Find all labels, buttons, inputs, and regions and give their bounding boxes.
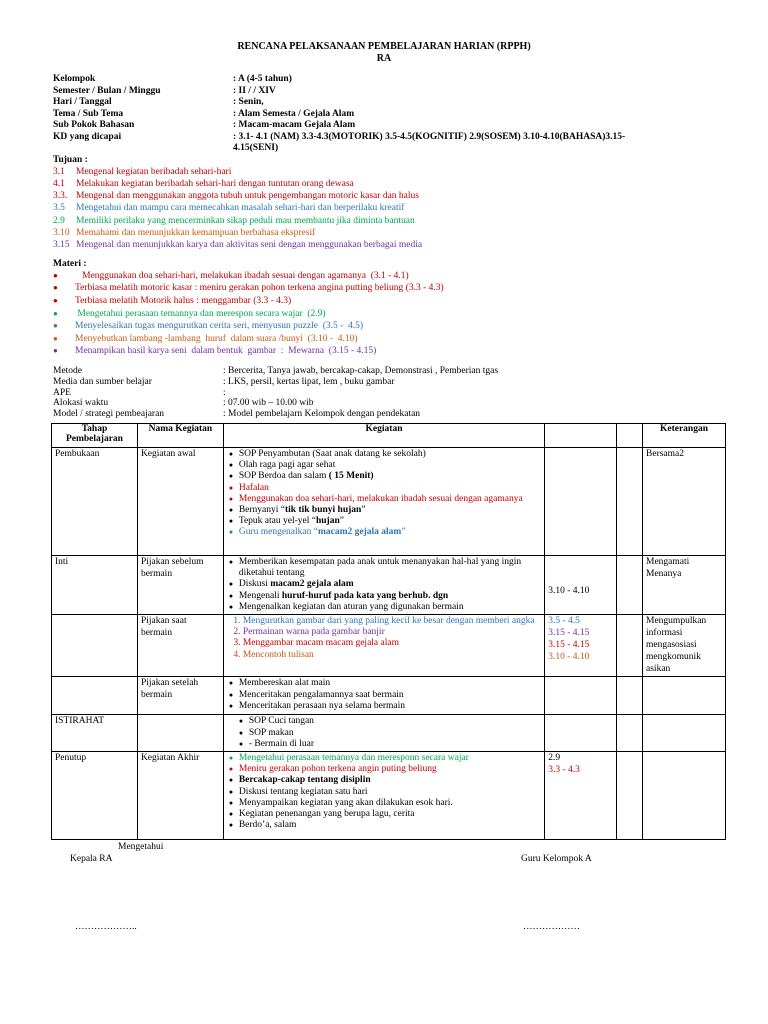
kegiatan-list: [227, 678, 541, 712]
meta-section: [53, 366, 733, 420]
kd-value: 2.9: [548, 753, 561, 763]
table-row: [52, 615, 726, 677]
tahap-cell: ISTIRAHAT: [52, 715, 138, 752]
kegiatan-list: [227, 716, 541, 750]
tujuan-item: [53, 216, 733, 228]
materi-text: Mengetahui perasaan temannya dan merespon secara wajar (2.9): [75, 308, 326, 319]
materi-item: [53, 296, 733, 309]
kegiatan-item: ● SOP makan: [249, 728, 541, 739]
identity-row: [53, 109, 733, 121]
kegiatan-item: ● Diskusi tentang kegiatan satu hari: [239, 787, 541, 798]
tujuan-item: [53, 203, 733, 215]
nama-cell: Kegiatan Akhir: [137, 752, 223, 840]
meta-key: Alokasi waktu: [53, 398, 109, 409]
kd-cell: [545, 615, 617, 677]
tujuan-text: Memahami dan menunjukkan kemampuan berbahasa ekspresif: [76, 227, 316, 238]
tahap-cell: Pembukaan: [52, 448, 138, 556]
kegiatan-list: [227, 753, 541, 831]
identity-row: [53, 132, 733, 144]
kegiatan-bold: macam2 gejala alam: [317, 527, 402, 538]
meta-value: : 07.00 wib – 10.00 wib: [223, 398, 314, 409]
materi-item: [53, 346, 733, 359]
nama-cell: Kegiatan awal: [137, 448, 223, 556]
identity-row: [53, 120, 733, 132]
bullet-icon: ●: [53, 308, 58, 318]
kegiatan-item: ● Mengenali huruf-huruf pada kata yang berhub. dgn: [239, 591, 541, 602]
tujuan-item: [53, 228, 733, 240]
identity-key: Sub Pokok Bahasan: [53, 120, 135, 130]
identity-section: [53, 74, 733, 155]
keterangan-cell: Mengamati Menanya: [643, 556, 726, 615]
header-tahap: Tahap Pembelajaran: [52, 424, 138, 448]
identity-value: 4.15(SENI): [233, 143, 279, 153]
table-row: [52, 556, 726, 615]
nama-cell: Pijakan saat bermain: [137, 615, 223, 677]
mengetahui-label: Mengetahui: [118, 842, 164, 852]
kegiatan-item: ● Membereskan alat main: [239, 678, 541, 689]
kegiatan-item: ● Olah raga pagi agar sehat: [239, 460, 541, 471]
materi-text: Menggunakan doa sehari-hari, melakukan ibadah sesuai dengan agamanya (3.1 - 4.1): [75, 270, 409, 281]
document-subtitle: RA: [376, 53, 392, 64]
tujuan-item: [53, 191, 733, 203]
kegiatan-list: [227, 616, 541, 661]
identity-key: Hari / Tanggal: [53, 97, 112, 107]
table-row: [52, 677, 726, 715]
identity-value: : II / / XIV: [233, 85, 276, 96]
bullet-icon: ●: [53, 346, 58, 356]
kegiatan-bold: tik tik bunyi hujan: [285, 505, 362, 516]
kegiatan-item: ● Menyampaikan kegiatan yang akan dilakukan esok hari.: [239, 798, 541, 809]
tujuan-section: [53, 155, 733, 252]
kegiatan-bold: macam2 gejala alam: [270, 579, 354, 590]
kegiatan-item: ● SOP Cuci tangan: [249, 716, 541, 727]
kegiatan-item: ● Diskusi macam2 gejala alam: [239, 579, 541, 590]
materi-text: Terbiasa melatih motoric kasar : meniru gerakan pohon terkena angina putting beliung (3.3 - 4.3): [75, 283, 444, 294]
materi-heading: Materi :: [53, 259, 87, 269]
guru-label: Guru Kelompok A: [521, 854, 592, 864]
tujuan-text: Mengenal dan menunjukkan karya dan aktivitas seni dengan menggunakan berbagai media: [76, 240, 423, 250]
materi-item: [53, 283, 733, 296]
meta-row: [53, 377, 733, 388]
tahap-cell: Penutup: [52, 752, 138, 840]
meta-key: Model / strategi pembeajaran: [53, 409, 165, 420]
keterangan-cell: Mengumpulkan informasi mengasosiasi mengkomunik asikan: [643, 615, 726, 677]
identity-row: [53, 86, 733, 98]
kegiatan-item: 3. Menggambar macam macam gejala alam: [243, 638, 541, 649]
kegiatan-bold: hujan: [315, 516, 340, 527]
header-kegiatan: Kegiatan: [223, 424, 544, 448]
identity-row: [53, 74, 733, 86]
meta-key: Media dan sumber belajar: [53, 376, 152, 387]
identity-row: [53, 97, 733, 109]
kd-value: 3.3 - 4.3: [548, 764, 580, 775]
kd-value: 3.15 - 4.15: [548, 639, 590, 650]
tujuan-text: Mengenal kegiatan beribadah sehari-hari: [76, 166, 232, 177]
kegiatan-item: ● SOP Berdoa dan salam ( 15 Menit): [239, 471, 541, 482]
kegiatan-item: [239, 775, 541, 786]
kegiatan-item: 4. Mencontoh tulisan: [243, 650, 541, 661]
table-row: [52, 715, 726, 752]
bullet-icon: ●: [53, 270, 58, 280]
kegiatan-bold: huruf-huruf pada kata yang berhub. dgn: [281, 590, 449, 601]
kegiatan-item: ● Bernyanyi “tik tik bunyi hujan”: [239, 505, 541, 516]
keterangan-cell: Bersama2: [643, 448, 726, 556]
kegiatan-item: 1. Mengurutkan gambar dari yang paling kecil ke besar dengan memberi angka: [243, 616, 541, 627]
kd-cell: [545, 752, 617, 840]
meta-row: [53, 366, 733, 377]
materi-item: [53, 271, 733, 284]
kegiatan-item: ● Guru mengenalkan “macam2 gejala alam”: [239, 527, 541, 538]
identity-row: [53, 143, 733, 155]
kegiatan-item: ● Meniru gerakan pohon terkena angin puting beliung: [239, 764, 541, 775]
kegiatan-item: ● Menggunakan doa sehari-hari, melakukan ibadah sesuai dengan agamanya: [239, 494, 541, 505]
identity-value: : 3.1- 4.1 (NAM) 3.3-4.3(MOTORIK) 3.5-4.5(KOGNITIF) 2.9(SOSEM) 3.10-4.10(BAHASA)3.15-: [233, 131, 626, 142]
kegiatan-item: ● Kegiatan penenangan yang berupa lagu, cerita: [239, 809, 541, 820]
activity-table: [51, 423, 726, 840]
meta-key: APE: [53, 387, 71, 398]
tujuan-text: Mengetahui dan mampu cara memecahkan masalah sehari-hari dan berperilaku kreatif: [76, 203, 405, 214]
tujuan-item: [53, 240, 733, 252]
meta-value: : LKS, persil, kertas lipat, lem , buku gambar: [223, 376, 395, 387]
tujuan-number: 3.10: [53, 227, 70, 238]
kd-value: 3.15 - 4.15: [548, 627, 590, 638]
materi-text: Menyelesaikan tugas mengurutkan cerita seri, menyusun puzzle (3.5 - 4.5): [75, 321, 364, 332]
meta-value: : Model pembelajarn Kelompok dengan pendekatan: [223, 409, 421, 420]
kegiatan-item: ● Memberikan kesempatan pada anak untuk menanyakan hal-hal yang ingin diketahui tentang: [239, 557, 541, 579]
bullet-icon: ●: [53, 321, 58, 331]
tujuan-text: Memiliki perilaku yang mencerminkan sikap peduli mau membantu jika diminta bantuan: [76, 215, 415, 226]
kegiatan-list: [227, 557, 541, 613]
tujuan-heading: Tujuan :: [53, 155, 88, 165]
kegiatan-item: 2. Permainan warna pada gambar banjir: [243, 627, 541, 638]
table-row: [52, 752, 726, 840]
tujuan-text: Mengenal dan menggunakan anggota tubuh untuk pengembangan motoric kasar dan halus: [76, 191, 419, 202]
meta-row: [53, 388, 733, 399]
meta-value: : Bercerita, Tanya jawab, bercakap-cakap, Demonstrasi , Pemberian tgas: [223, 366, 499, 376]
tujuan-item: [53, 167, 733, 179]
bullet-icon: ●: [53, 296, 58, 306]
kegiatan-item: ● SOP Penyambutan (Saat anak datang ke sekolah): [239, 449, 541, 460]
kd-value: 3.5 - 4.5: [548, 616, 580, 627]
kegiatan-bold: ( 15 Menit): [328, 471, 374, 482]
tujuan-number: 4.1: [53, 179, 65, 190]
materi-item: [53, 309, 733, 322]
identity-value: : Senin,: [233, 97, 264, 107]
bullet-icon: ●: [53, 283, 58, 293]
kegiatan-list: [227, 449, 541, 539]
materi-text: Menampikan hasil karya seni dalam bentuk gambar : Mewarna (3.15 - 4.15): [75, 346, 377, 357]
identity-value: : Alam Semesta / Gejala Alam: [233, 108, 355, 119]
tujuan-number: 3.1: [53, 166, 65, 177]
meta-row: [53, 409, 733, 420]
document-title: RENCANA PELAKSANAAN PEMBELAJARAN HARIAN (RPPH): [237, 41, 531, 52]
materi-item: [53, 334, 733, 347]
nama-cell: Pijakan setelah bermain: [137, 677, 223, 715]
tujuan-item: [53, 179, 733, 191]
kepala-label: Kepala RA: [70, 854, 113, 864]
kegiatan-item: ● Menceritakan perasaan nya selama bermain: [239, 701, 541, 712]
materi-text: Terbiasa melatih Motorik halus : menggambar (3.3 - 4.3): [75, 296, 292, 307]
meta-value: :: [223, 387, 226, 398]
materi-section: [53, 259, 733, 359]
materi-text: Menyebutkan lambang -lambang huruf dalam suara /bunyi (3.10 - 4.10): [75, 333, 358, 344]
tujuan-number: 3.3.: [53, 191, 68, 202]
signature-line-right: ………………: [523, 922, 580, 932]
meta-key: Metode: [53, 366, 83, 376]
bullet-icon: ●: [53, 333, 58, 343]
kegiatan-item: ● Menceritakan pengalamannya saat bermain: [239, 690, 541, 701]
tujuan-text: Melakukan kegiatan beribadah sehari-hari dengan tuntutan orang dewasa: [76, 179, 354, 190]
signature-line-left: ………………..: [75, 922, 137, 932]
kegiatan-item: ● Berdo’a, salam: [239, 820, 541, 831]
identity-key: KD yang dicapai: [53, 131, 122, 142]
kegiatan-item: ● Mengenalkan kegiatan dan aturan yang digunakan bermain: [239, 602, 541, 613]
kegiatan-bold: Bercakap-cakap tentang disiplin: [238, 775, 371, 786]
table-row: [52, 448, 726, 556]
identity-value: : A (4-5 tahun): [233, 74, 292, 84]
identity-key: Tema / Sub Tema: [53, 108, 124, 119]
header-nama: Nama Kegiatan: [137, 424, 223, 448]
header-keterangan: Keterangan: [643, 424, 726, 448]
materi-item: [53, 321, 733, 334]
tahap-cell: Inti: [52, 556, 138, 615]
identity-value: : Macam-macam Gejala Alam: [233, 120, 356, 130]
kegiatan-item: ● Hafalan: [239, 483, 541, 494]
kd-value: 3.10 - 4.10: [548, 651, 590, 662]
identity-key: Semester / Bulan / Minggu: [53, 85, 161, 96]
tujuan-number: 3.5: [53, 203, 65, 214]
meta-row: [53, 398, 733, 409]
tujuan-number: 2.9: [53, 215, 65, 226]
kd-cell: 3.10 - 4.10: [548, 585, 590, 596]
kegiatan-item: ● Mengetahui perasaan temannya dan meresponn secara wajar: [239, 753, 541, 764]
kegiatan-item: ● - Bermain di luar: [249, 739, 541, 750]
identity-key: Kelompok: [53, 74, 96, 84]
tujuan-number: 3.15: [53, 240, 70, 250]
kegiatan-item: ● Tepuk atau yel-yel “hujan”: [239, 516, 541, 527]
nama-cell: Pijakan sebelum bermain: [137, 556, 223, 615]
identity-key: [53, 143, 233, 155]
